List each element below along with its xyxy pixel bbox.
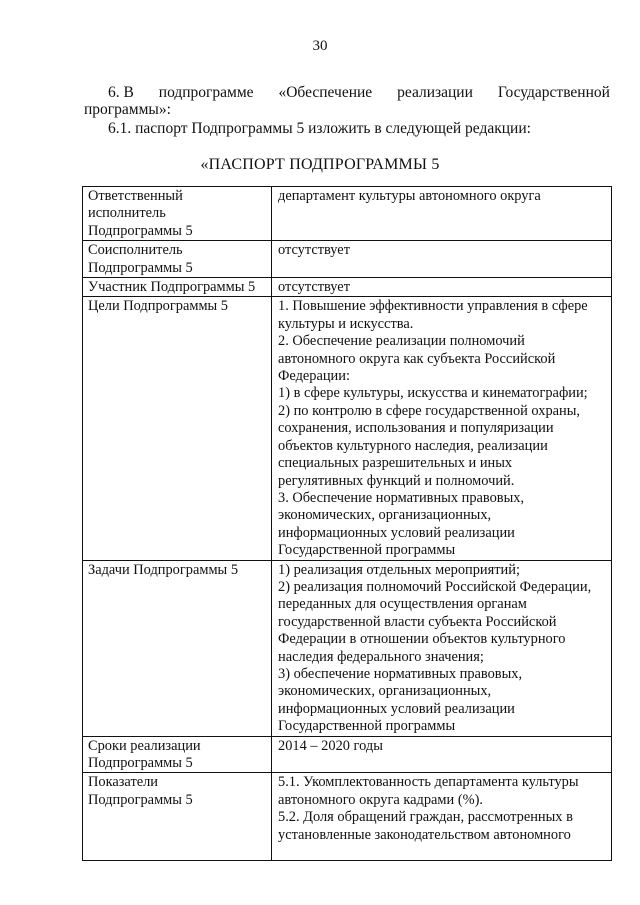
row-value-line: установленные законодательством автономного (278, 826, 571, 843)
row-value-line: 2) по контролю в сфере государственной охраны, (278, 402, 581, 419)
row-value-line: информационных условий реализации (278, 524, 515, 541)
row-value-line: государственной власти субъекта Российской (278, 613, 557, 630)
row-value-line: Федерации в отношении объектов культурного (278, 631, 566, 648)
row-value-line: сохранения, использования и популяризации (278, 420, 554, 437)
row-value-line: регулятивных функций и полномочий. (278, 472, 515, 489)
row-label-line: Подпрограммы 5 (88, 791, 193, 808)
row-label-cell (83, 241, 272, 278)
row-label-cell (83, 773, 272, 861)
intro-item-number: 6. В (108, 84, 134, 101)
row-value-cell (272, 773, 612, 861)
row-value-line: департамент культуры автономного округа (278, 188, 541, 204)
table-row (83, 773, 612, 861)
row-label-cell (83, 297, 272, 560)
table-row (83, 560, 612, 736)
row-value-line: 1) реализация отдельных мероприятий; (278, 561, 520, 578)
row-label-line: Задачи Подпрограммы 5 (88, 561, 239, 578)
row-label-line: исполнитель (88, 205, 166, 222)
intro-word: подпрограмме (158, 84, 254, 101)
row-label-line: Подпрограммы 5 (88, 222, 193, 239)
intro-paragraph-line-2: программы»: (84, 101, 171, 118)
row-value-cell (272, 736, 612, 773)
passport-table-body (83, 187, 612, 861)
row-value-line: автономного округа кадрами (%). (278, 791, 483, 808)
row-value-line: Государственной программы (278, 542, 456, 559)
table-row (83, 736, 612, 773)
row-value-line: объектов культурного наследия, реализации (278, 437, 548, 454)
row-value-line: информационных условий реализации (278, 700, 515, 717)
table-row (83, 278, 612, 297)
row-value-line: экономических, организационных, (278, 683, 492, 700)
row-value-line: Федерации: (278, 368, 350, 385)
table-row (83, 187, 612, 241)
row-label-cell (83, 560, 272, 736)
row-value-line: наследия федерального значения; (278, 648, 484, 665)
intro-paragraph-line-1 (108, 84, 610, 102)
row-label-line: Ответственный (88, 188, 183, 204)
intro-subitem: 6.1. паспорт Подпрограммы 5 изложить в следующей редакции: (108, 120, 531, 137)
row-value-line: 1. Повышение эффективности управления в сфере (278, 298, 588, 315)
row-value-line: культуры и искусства. (278, 315, 414, 332)
row-label-line: Показатели (88, 774, 159, 791)
row-value-line: отсутствует (278, 242, 350, 259)
row-label-line: Подпрограммы 5 (88, 755, 193, 771)
row-label-cell (83, 278, 272, 297)
row-value-line: отсутствует (278, 279, 350, 296)
row-label-cell (83, 187, 272, 241)
row-label-line: Участник Подпрограммы 5 (88, 279, 256, 296)
row-value-cell (272, 241, 612, 278)
row-value-cell (272, 297, 612, 560)
row-value-line: 5.1. Укомплектованность департамента культуры (278, 774, 579, 791)
intro-word: Государственной (497, 84, 610, 101)
row-label-line: Сроки реализации (88, 737, 201, 754)
row-value-cell (272, 278, 612, 297)
table-row (83, 241, 612, 278)
page-number: 30 (312, 38, 328, 54)
row-value-line: 2014 – 2020 годы (278, 737, 383, 754)
row-value-line: 2) реализация полномочий Российской Федерации, (278, 578, 592, 595)
row-value-line: переданных для осуществления органам (278, 596, 527, 613)
passport-heading: «ПАСПОРТ ПОДПРОГРАММЫ 5 (200, 156, 440, 173)
table-row (83, 297, 612, 560)
row-value-cell (272, 560, 612, 736)
intro-word: «Обеспечение (278, 84, 373, 101)
intro-word: реализации (397, 84, 473, 101)
row-value-line: 5.2. Доля обращений граждан, рассмотренных в (278, 809, 573, 826)
row-value-line: Государственной программы (278, 718, 456, 735)
row-value-line: автономного округа как субъекта Российской (278, 350, 556, 367)
row-value-line: 3. Обеспечение нормативных правовых, (278, 489, 525, 506)
passport-table (82, 186, 612, 861)
row-value-line: экономических, организационных, (278, 507, 492, 524)
row-value-line: 2. Обеспечение реализации полномочий (278, 333, 525, 350)
row-value-line: специальных разрешительных и иных (278, 455, 513, 472)
row-value-line: 3) обеспечение нормативных правовых, (278, 665, 523, 682)
row-label-line: Соисполнитель (88, 242, 183, 259)
row-value-line: 1) в сфере культуры, искусства и кинематографии; (278, 385, 588, 402)
row-label-line: Цели Подпрограммы 5 (88, 298, 229, 315)
row-label-line: Подпрограммы 5 (88, 259, 193, 276)
row-label-cell (83, 736, 272, 773)
row-value-cell (272, 187, 612, 241)
